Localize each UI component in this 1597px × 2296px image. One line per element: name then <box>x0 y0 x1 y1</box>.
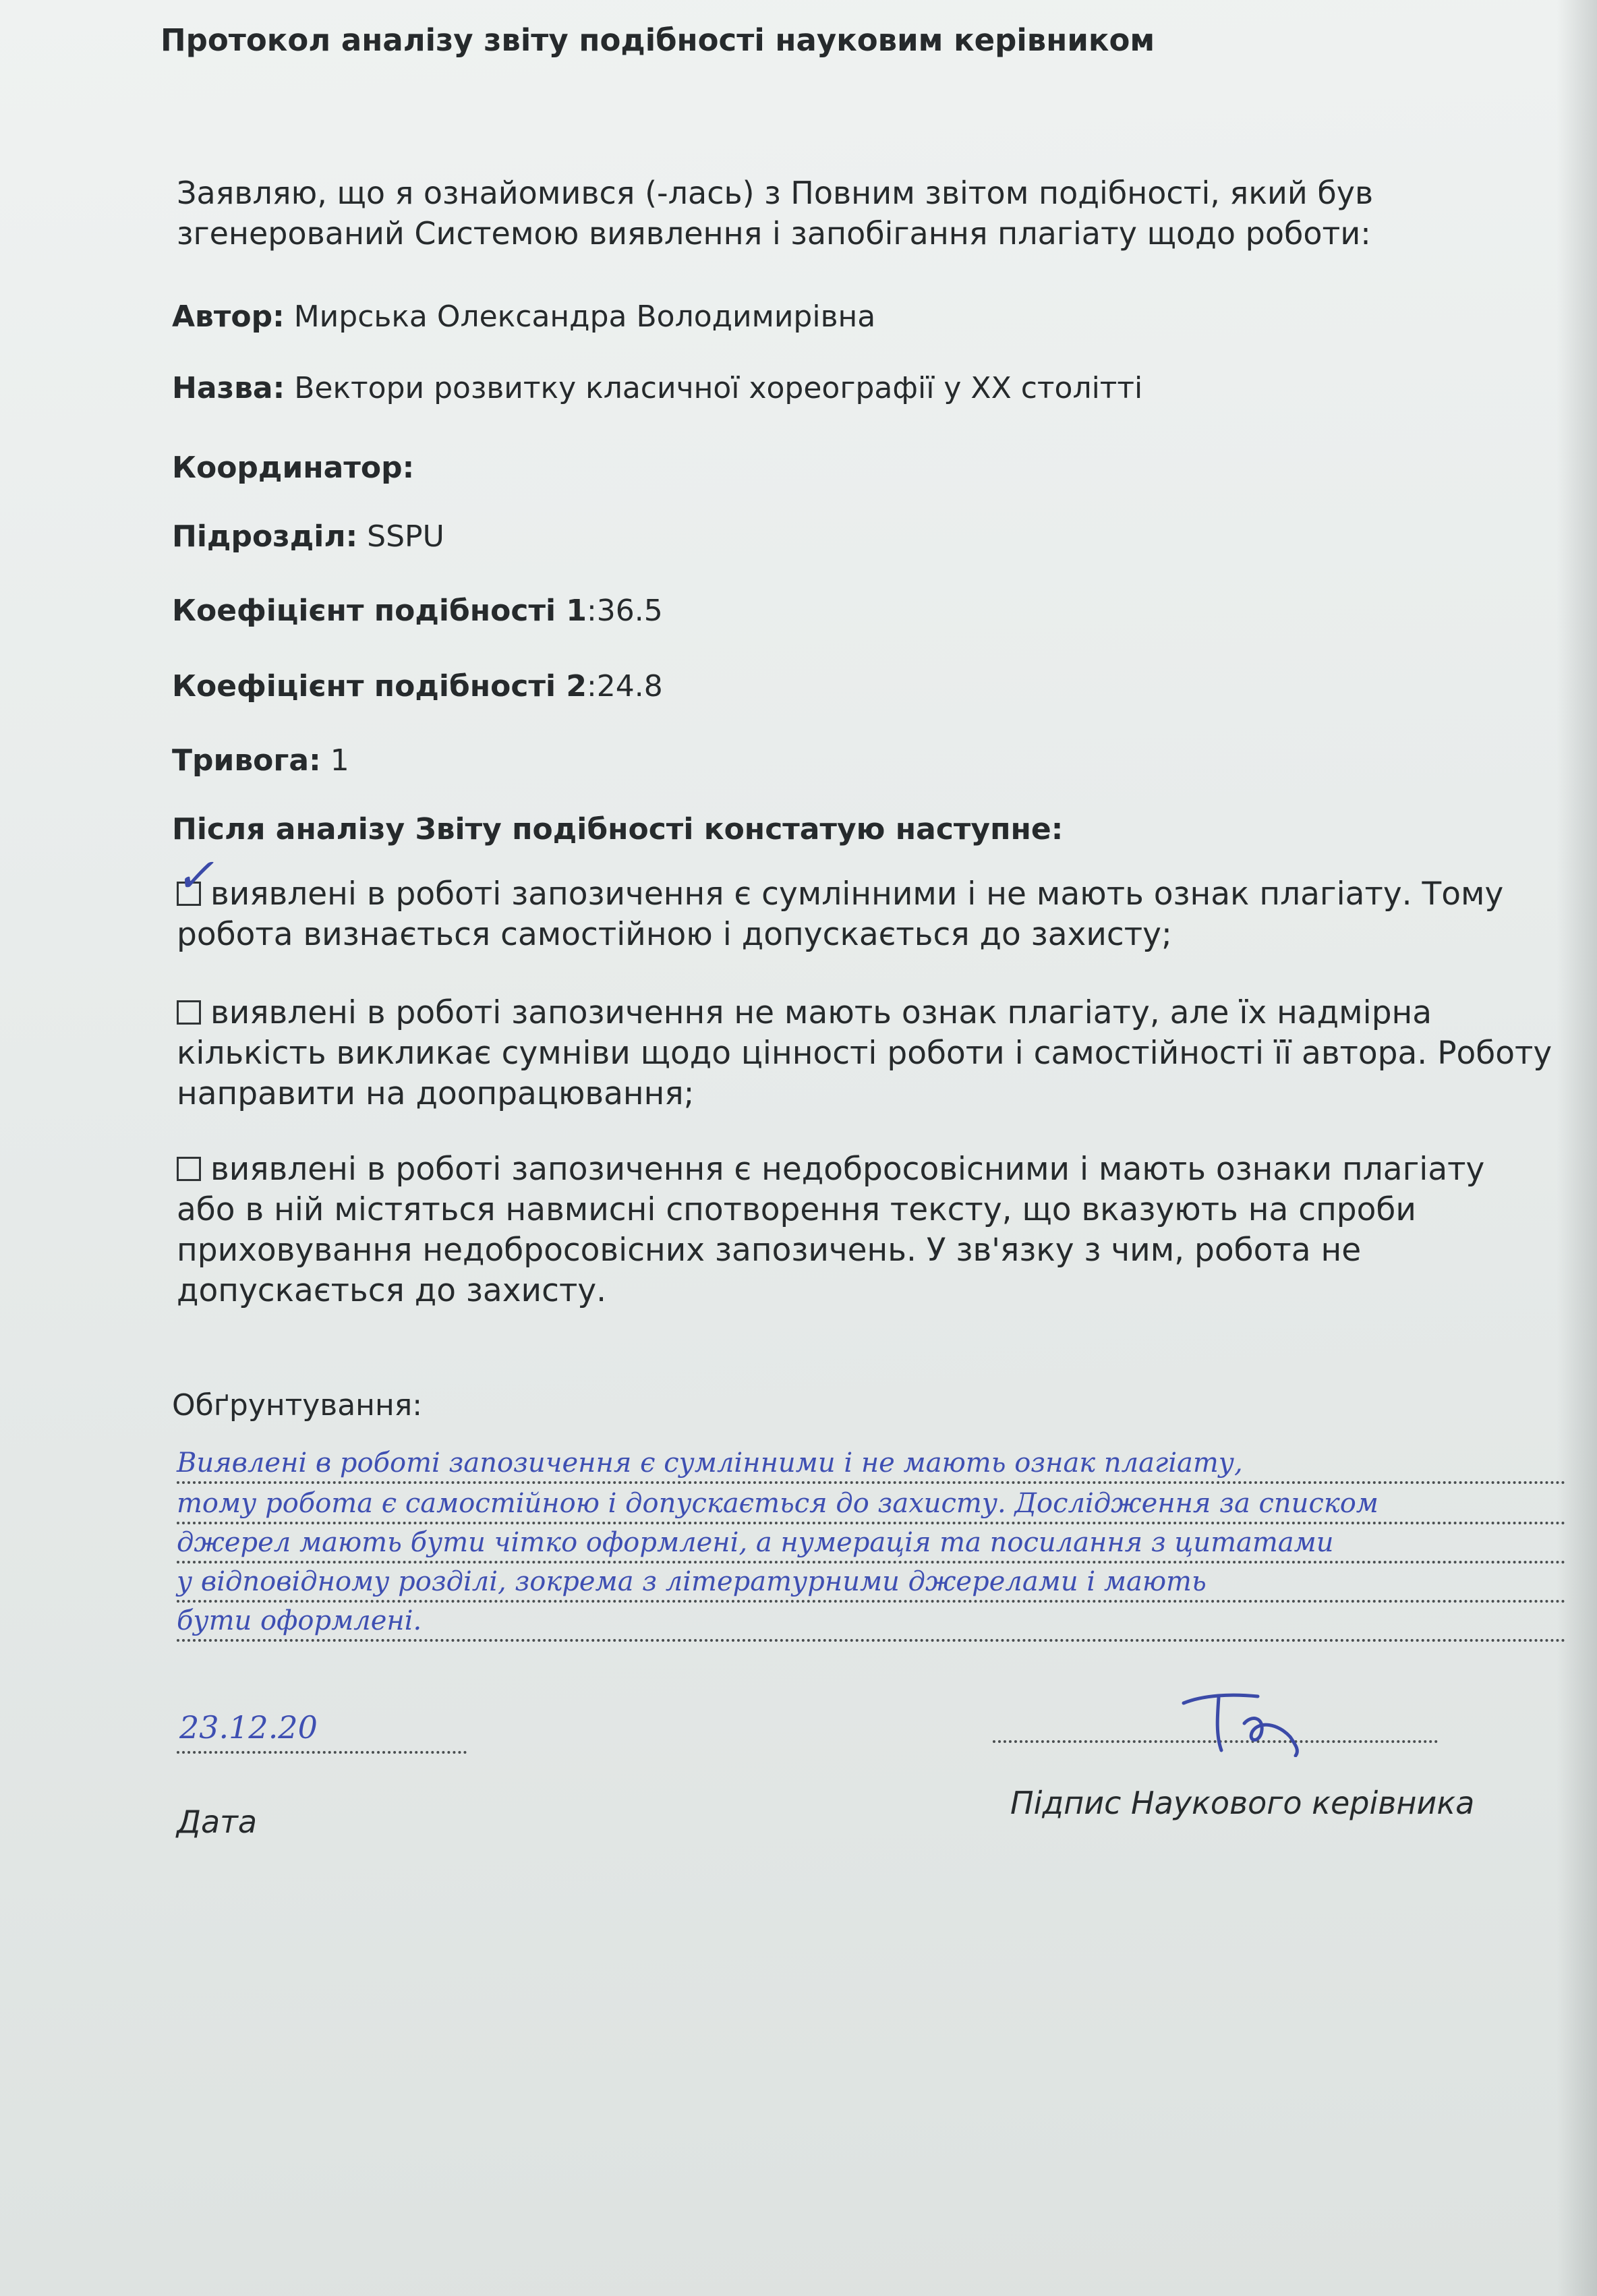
date-dotted-line <box>177 1751 467 1754</box>
handwritten-line-1: Виявлені в роботі запозичення є сумлінними і не мають ознак плагіату, <box>177 1447 1243 1479</box>
dotted-line <box>177 1561 1566 1563</box>
option-1-text: виявлені в роботі запозичення є сумлінними і не мають ознак плагіату. Тому робота визнається самостійною і допускається до захисту; <box>177 876 1504 953</box>
author-value: Мирська Олександра Володимирівна <box>293 299 876 334</box>
dotted-line <box>177 1522 1566 1524</box>
option-3 <box>177 1149 1552 1311</box>
department-value: SSPU <box>367 519 444 554</box>
department-row <box>172 517 444 557</box>
name-row <box>172 368 1142 409</box>
dotted-line <box>177 1481 1566 1484</box>
intro-paragraph: Заявляю, що я ознайомився (-лась) з Повним звітом подібності, який був згенерований Системою виявлення і запобігання плагіату щодо роботи: <box>177 175 1374 252</box>
option-3-text: виявлені в роботі запозичення є недобросовісними і мають ознаки плагіату або в ній містяться навмисні спотворення тексту, що вказують на спроби приховування недобросовісних запозичень. У зв'язку з чим, робота не допускається до захисту. <box>177 1151 1485 1309</box>
alarm-row <box>172 741 349 781</box>
coef2-label: Коефіцієнт подібності 2 <box>172 669 587 704</box>
coef1-label: Коефіцієнт подібності 1 <box>172 594 587 628</box>
dotted-line <box>177 1600 1566 1603</box>
dotted-line <box>177 1639 1566 1642</box>
checkmark-icon: ✓ <box>175 848 214 903</box>
coordinator-label: Координатор: <box>172 451 415 485</box>
option-1-checkbox[interactable] <box>175 848 214 906</box>
handwritten-line-2: тому робота є самостійною і допускається до захисту. Дослідження за списком <box>177 1488 1378 1519</box>
document-title: Протокол аналізу звіту подібності науковим керівником <box>161 22 1155 58</box>
coordinator-row <box>172 448 414 488</box>
coef1-value: :36.5 <box>586 594 663 628</box>
name-label: Назва: <box>172 371 285 405</box>
author-row <box>172 297 875 337</box>
option-3-checkbox[interactable] <box>177 1157 201 1181</box>
alarm-label: Тривога: <box>172 743 321 778</box>
coef2-value: :24.8 <box>586 669 663 704</box>
signature-mark <box>1177 1683 1305 1757</box>
coef2-row <box>172 666 663 707</box>
name-value: Вектори розвитку класичної хореографії у XX столітті <box>294 371 1143 405</box>
signature-label: Підпис Наукового керівника <box>1010 1785 1475 1821</box>
page-edge-shadow <box>1557 0 1597 2296</box>
after-analysis-heading: Після аналізу Звіту подібності констатую наступне: <box>172 812 1064 846</box>
handwritten-line-3: джерел мають бути чітко оформлені, а нумерація та посилання з цитатами <box>177 1527 1334 1558</box>
handwritten-line-5: бути оформлені. <box>177 1605 422 1636</box>
option-2-checkbox[interactable] <box>177 1000 201 1025</box>
department-label: Підрозділ: <box>172 519 358 554</box>
date-value: 23.12.20 <box>179 1709 318 1746</box>
option-1 <box>175 848 1552 955</box>
option-2 <box>177 993 1552 1114</box>
option-2-text: виявлені в роботі запозичення не мають ознак плагіату, але їх надмірна кількість викликає сумніви щодо цінності роботи і самостійності її автора. Роботу направити на доопрацювання; <box>177 994 1552 1112</box>
justification-label: Обґрунтування: <box>172 1388 423 1423</box>
alarm-value: 1 <box>330 743 349 778</box>
date-label: Дата <box>177 1804 258 1840</box>
handwritten-line-4: у відповідному розділі, зокрема з літературними джерелами і мають <box>177 1566 1207 1597</box>
coef1-row <box>172 591 663 631</box>
author-label: Автор: <box>172 299 285 334</box>
